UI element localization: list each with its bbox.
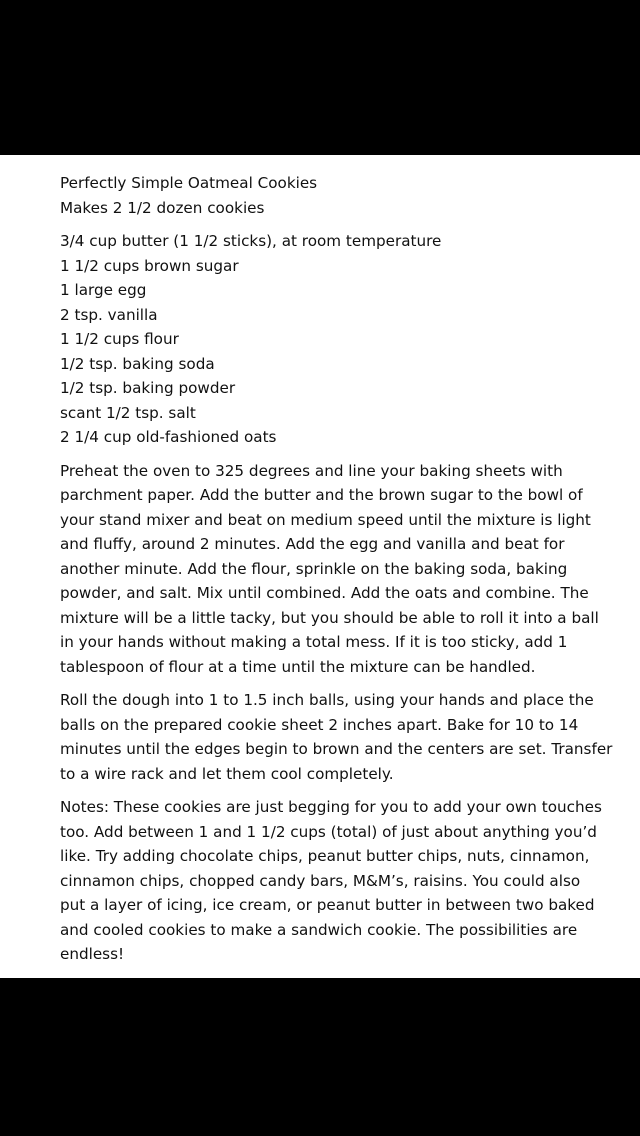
instructions-paragraph-2 [60,688,616,786]
paragraph-line: Notes: These cookies are just begging for you to add your own touches [60,798,602,816]
paragraph-line: parchment paper. Add the butter and the brown sugar to the bowl of [60,486,583,504]
paragraph-line: mixture will be a little tacky, but you should be able to roll it into a ball [60,608,599,627]
paragraph-line: too. Add between 1 and 1 1/2 cups (total) of just about anything you’d [60,822,597,841]
paragraph-line: another minute. Add the flour, sprinkle on the baking soda, baking [60,559,568,578]
ingredient-item: 1 large egg [60,281,147,299]
paragraph-line: Roll the dough into 1 to 1.5 inch balls, using your hands and place the [60,691,594,709]
recipe-header [60,171,616,220]
paragraph-line: and fluffy, around 2 minutes. Add the egg and vanilla and beat for [60,535,565,553]
bottom-letterbox [0,978,640,1136]
paragraph-line: your stand mixer and beat on medium speed until the mixture is light [60,510,591,529]
ingredient-item: 1 1/2 cups flour [60,330,179,348]
notes-paragraph [60,795,616,967]
ingredient-item: 1/2 tsp. baking soda [60,354,215,373]
top-letterbox [0,0,640,155]
paragraph-line: and cooled cookies to make a sandwich cookie. The possibilities are [60,920,578,939]
recipe-title: Perfectly Simple Oatmeal Cookies [60,174,318,192]
paragraph-line: tablespoon of flour at a time until the mixture can be handled. [60,657,536,676]
ingredient-item: 1/2 tsp. baking powder [60,379,236,397]
ingredient-item: 2 1/4 cup old-fashioned oats [60,428,277,446]
paragraph-line: like. Try adding chocolate chips, peanut butter chips, nuts, cinnamon, [60,847,590,865]
recipe-yield: Makes 2 1/2 dozen cookies [60,198,265,217]
paragraph-line: powder, and salt. Mix until combined. Add the oats and combine. The [60,584,589,602]
paragraph-line: to a wire rack and let them cool completely. [60,764,394,783]
ingredient-list [60,229,616,450]
ingredient-item: 1 1/2 cups brown sugar [60,256,239,275]
paragraph-line: put a layer of icing, ice cream, or peanut butter in between two baked [60,896,595,914]
paragraph-line: Preheat the oven to 325 degrees and line your baking sheets with [60,461,563,480]
paragraph-line: balls on the prepared cookie sheet 2 inches apart. Bake for 10 to 14 [60,715,579,734]
ingredient-item: scant 1/2 tsp. salt [60,403,196,422]
paragraph-line: endless! [60,945,125,963]
ingredient-item: 2 tsp. vanilla [60,305,158,324]
paragraph-line: in your hands without making a total mess. If it is too sticky, add 1 [60,633,568,651]
instructions-paragraph-1 [60,459,616,680]
paragraph-line: minutes until the edges begin to brown and the centers are set. Transfer [60,740,613,758]
paragraph-line: cinnamon chips, chopped candy bars, M&M’s, raisins. You could also [60,871,581,890]
recipe-page [0,155,640,978]
ingredient-item: 3/4 cup butter (1 1/2 sticks), at room temperature [60,232,442,250]
